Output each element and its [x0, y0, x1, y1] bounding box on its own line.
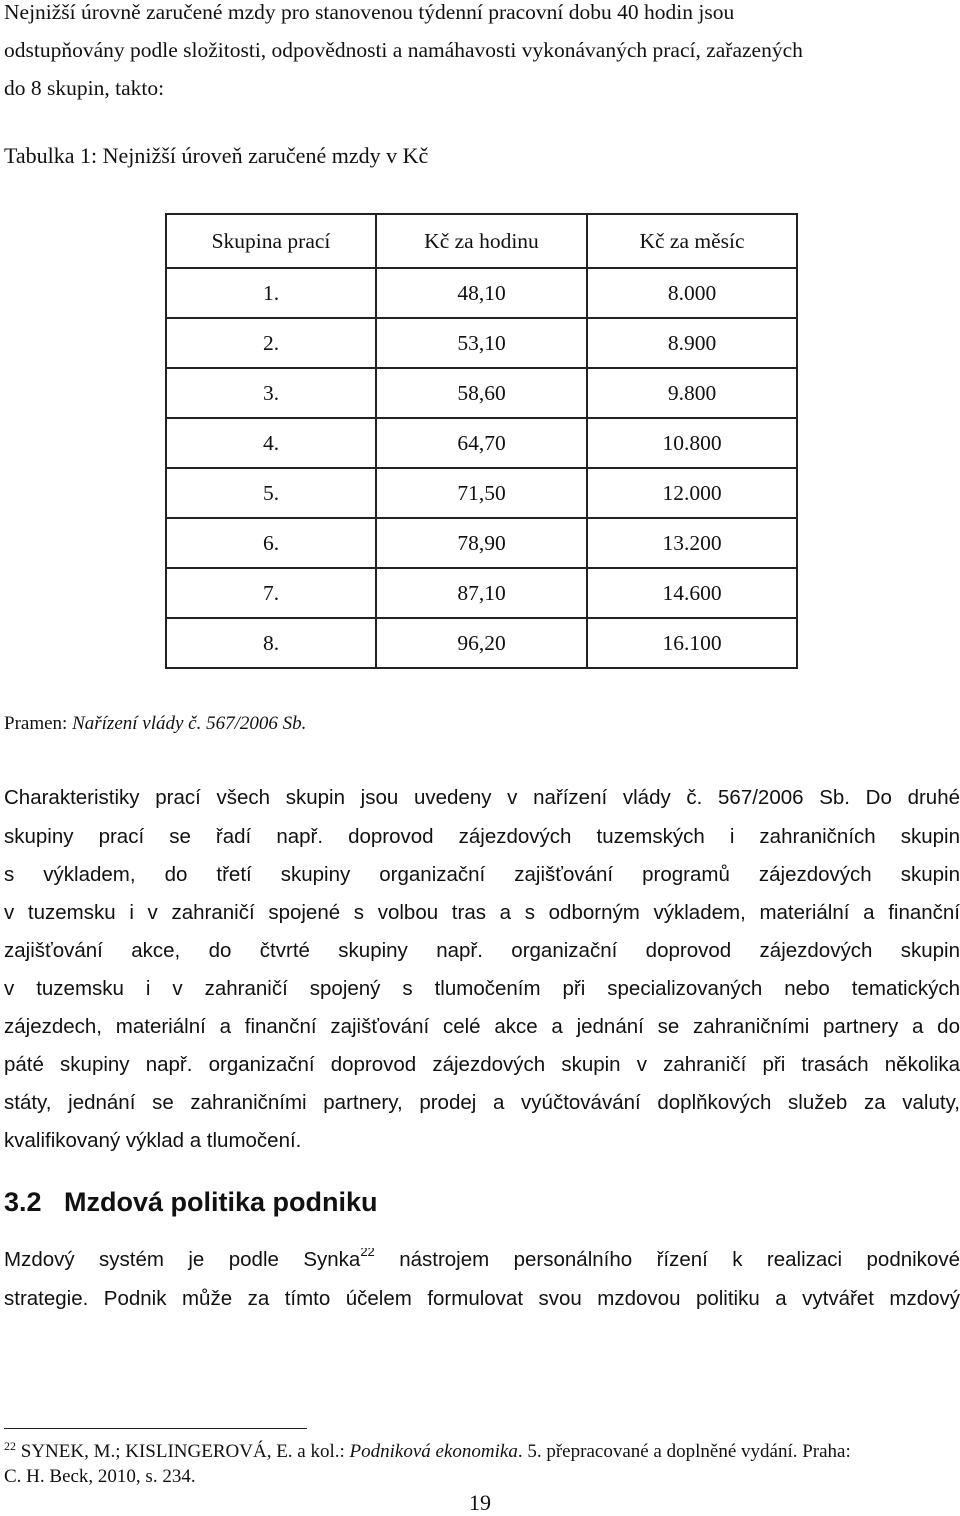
footnote-book-title: Podniková ekonomika [349, 1441, 518, 1462]
table-cell: 5. [166, 468, 376, 518]
section-number: 3.2 [4, 1187, 42, 1217]
table-cell: 53,10 [376, 318, 587, 368]
characteristics-line-8: páté skupiny např. organizační doprovod zájezdových skupin v zahraničí při trasách několika [4, 1053, 960, 1076]
wage-para-line-2: strategie. Podnik může za tímto účelem formulovat svou mzdovou politiku a vytvářet mzdový [4, 1287, 960, 1310]
table-cell: 48,10 [376, 268, 587, 318]
table-row [166, 618, 797, 668]
characteristics-line-1: Charakteristiky prací všech skupin jsou uvedeny v nařízení vlády č. 567/2006 Sb. Do druhé [4, 786, 960, 809]
footnote-divider [4, 1428, 307, 1429]
header-cell: Kč za hodinu [376, 214, 587, 268]
table-cell: 4. [166, 418, 376, 468]
table-cell: 1. [166, 268, 376, 318]
characteristics-line-6: v tuzemsku i v zahraničí spojený s tlumočením při specializovaných nebo tematických [4, 977, 960, 1000]
table-cell: 3. [166, 368, 376, 418]
table-cell: 96,20 [376, 618, 587, 668]
table-cell: 78,90 [376, 518, 587, 568]
footnote-text: . 5. přepracované a doplněné vydání. Praha: [517, 1441, 851, 1462]
section-heading [4, 1187, 378, 1218]
table-row [166, 568, 797, 618]
table-cell: 6. [166, 518, 376, 568]
table-header-row [166, 214, 797, 268]
wage-para-text: nástrojem personálního řízení k realizaci podnikové [374, 1248, 960, 1271]
table-cell: 14.600 [587, 568, 797, 618]
footnote-text: SYNEK, M.; KISLINGEROVÁ, E. a kol.: [16, 1441, 350, 1462]
characteristics-line-2: skupiny prací se řadí např. doprovod zájezdových tuzemských i zahraničních skupin [4, 825, 960, 848]
intro-line-3: do 8 skupin, takto: [4, 76, 165, 100]
footnote-line-1 [4, 1441, 851, 1463]
characteristics-line-9: státy, jednání se zahraničními partnery, prodej a vyúčtovávání doplňkových služeb za valuty, [4, 1091, 960, 1114]
table-row [166, 318, 797, 368]
source-text: Nařízení vlády č. 567/2006 Sb. [72, 713, 307, 734]
characteristics-line-4: v tuzemsku i v zahraničí spojené s volbou tras a s odborným výkladem, materiální a finanční [4, 901, 960, 924]
footnote-line-2: C. H. Beck, 2010, s. 234. [4, 1466, 196, 1487]
characteristics-line-10: kvalifikovaný výklad a tlumočení. [4, 1129, 302, 1152]
table-caption: Tabulka 1: Nejnižší úroveň zaručené mzdy v Kč [4, 143, 429, 168]
table-row [166, 518, 797, 568]
table-row [166, 418, 797, 468]
header-cell: Skupina prací [166, 214, 376, 268]
table-row [166, 468, 797, 518]
table-row [166, 268, 797, 318]
table-cell: 13.200 [587, 518, 797, 568]
characteristics-line-5: zajišťování akce, do čtvrté skupiny např. organizační doprovod zájezdových skupin [4, 939, 960, 962]
table-cell: 71,50 [376, 468, 587, 518]
table-cell: 8.000 [587, 268, 797, 318]
table-source [4, 713, 306, 735]
wage-table [165, 213, 798, 669]
table-cell: 10.800 [587, 418, 797, 468]
intro-line-2: odstupňovány podle složitosti, odpovědnosti a namáhavosti vykonávaných prací, zařazených [4, 38, 803, 62]
table-cell: 9.800 [587, 368, 797, 418]
section-title: Mzdová politika podniku [64, 1187, 378, 1217]
table-cell: 7. [166, 568, 376, 618]
table-cell: 58,60 [376, 368, 587, 418]
characteristics-line-7: zájezdech, materiální a finanční zajišťování celé akce a jednání se zahraničními partnery a do [4, 1015, 960, 1038]
table-cell: 87,10 [376, 568, 587, 618]
table-cell: 2. [166, 318, 376, 368]
table-cell: 8. [166, 618, 376, 668]
characteristics-line-3: s výkladem, do třetí skupiny organizační zajišťování programů zájezdových skupin [4, 863, 960, 886]
intro-line-1: Nejnižší úrovně zaručené mzdy pro stanovenou týdenní pracovní dobu 40 hodin jsou [4, 0, 735, 24]
page-number: 19 [469, 1490, 491, 1515]
source-label: Pramen: [4, 713, 73, 734]
table-cell: 16.100 [587, 618, 797, 668]
table-cell: 64,70 [376, 418, 587, 468]
wage-para-text: Mzdový systém je podle Synka [4, 1248, 361, 1271]
table-cell: 12.000 [587, 468, 797, 518]
wage-para-line-1 [4, 1248, 960, 1272]
header-cell: Kč za měsíc [587, 214, 797, 268]
table-cell: 8.900 [587, 318, 797, 368]
footnote-mark: 22 [4, 1439, 16, 1453]
footnote-reference[interactable]: 22 [360, 1248, 375, 1259]
table-row [166, 368, 797, 418]
